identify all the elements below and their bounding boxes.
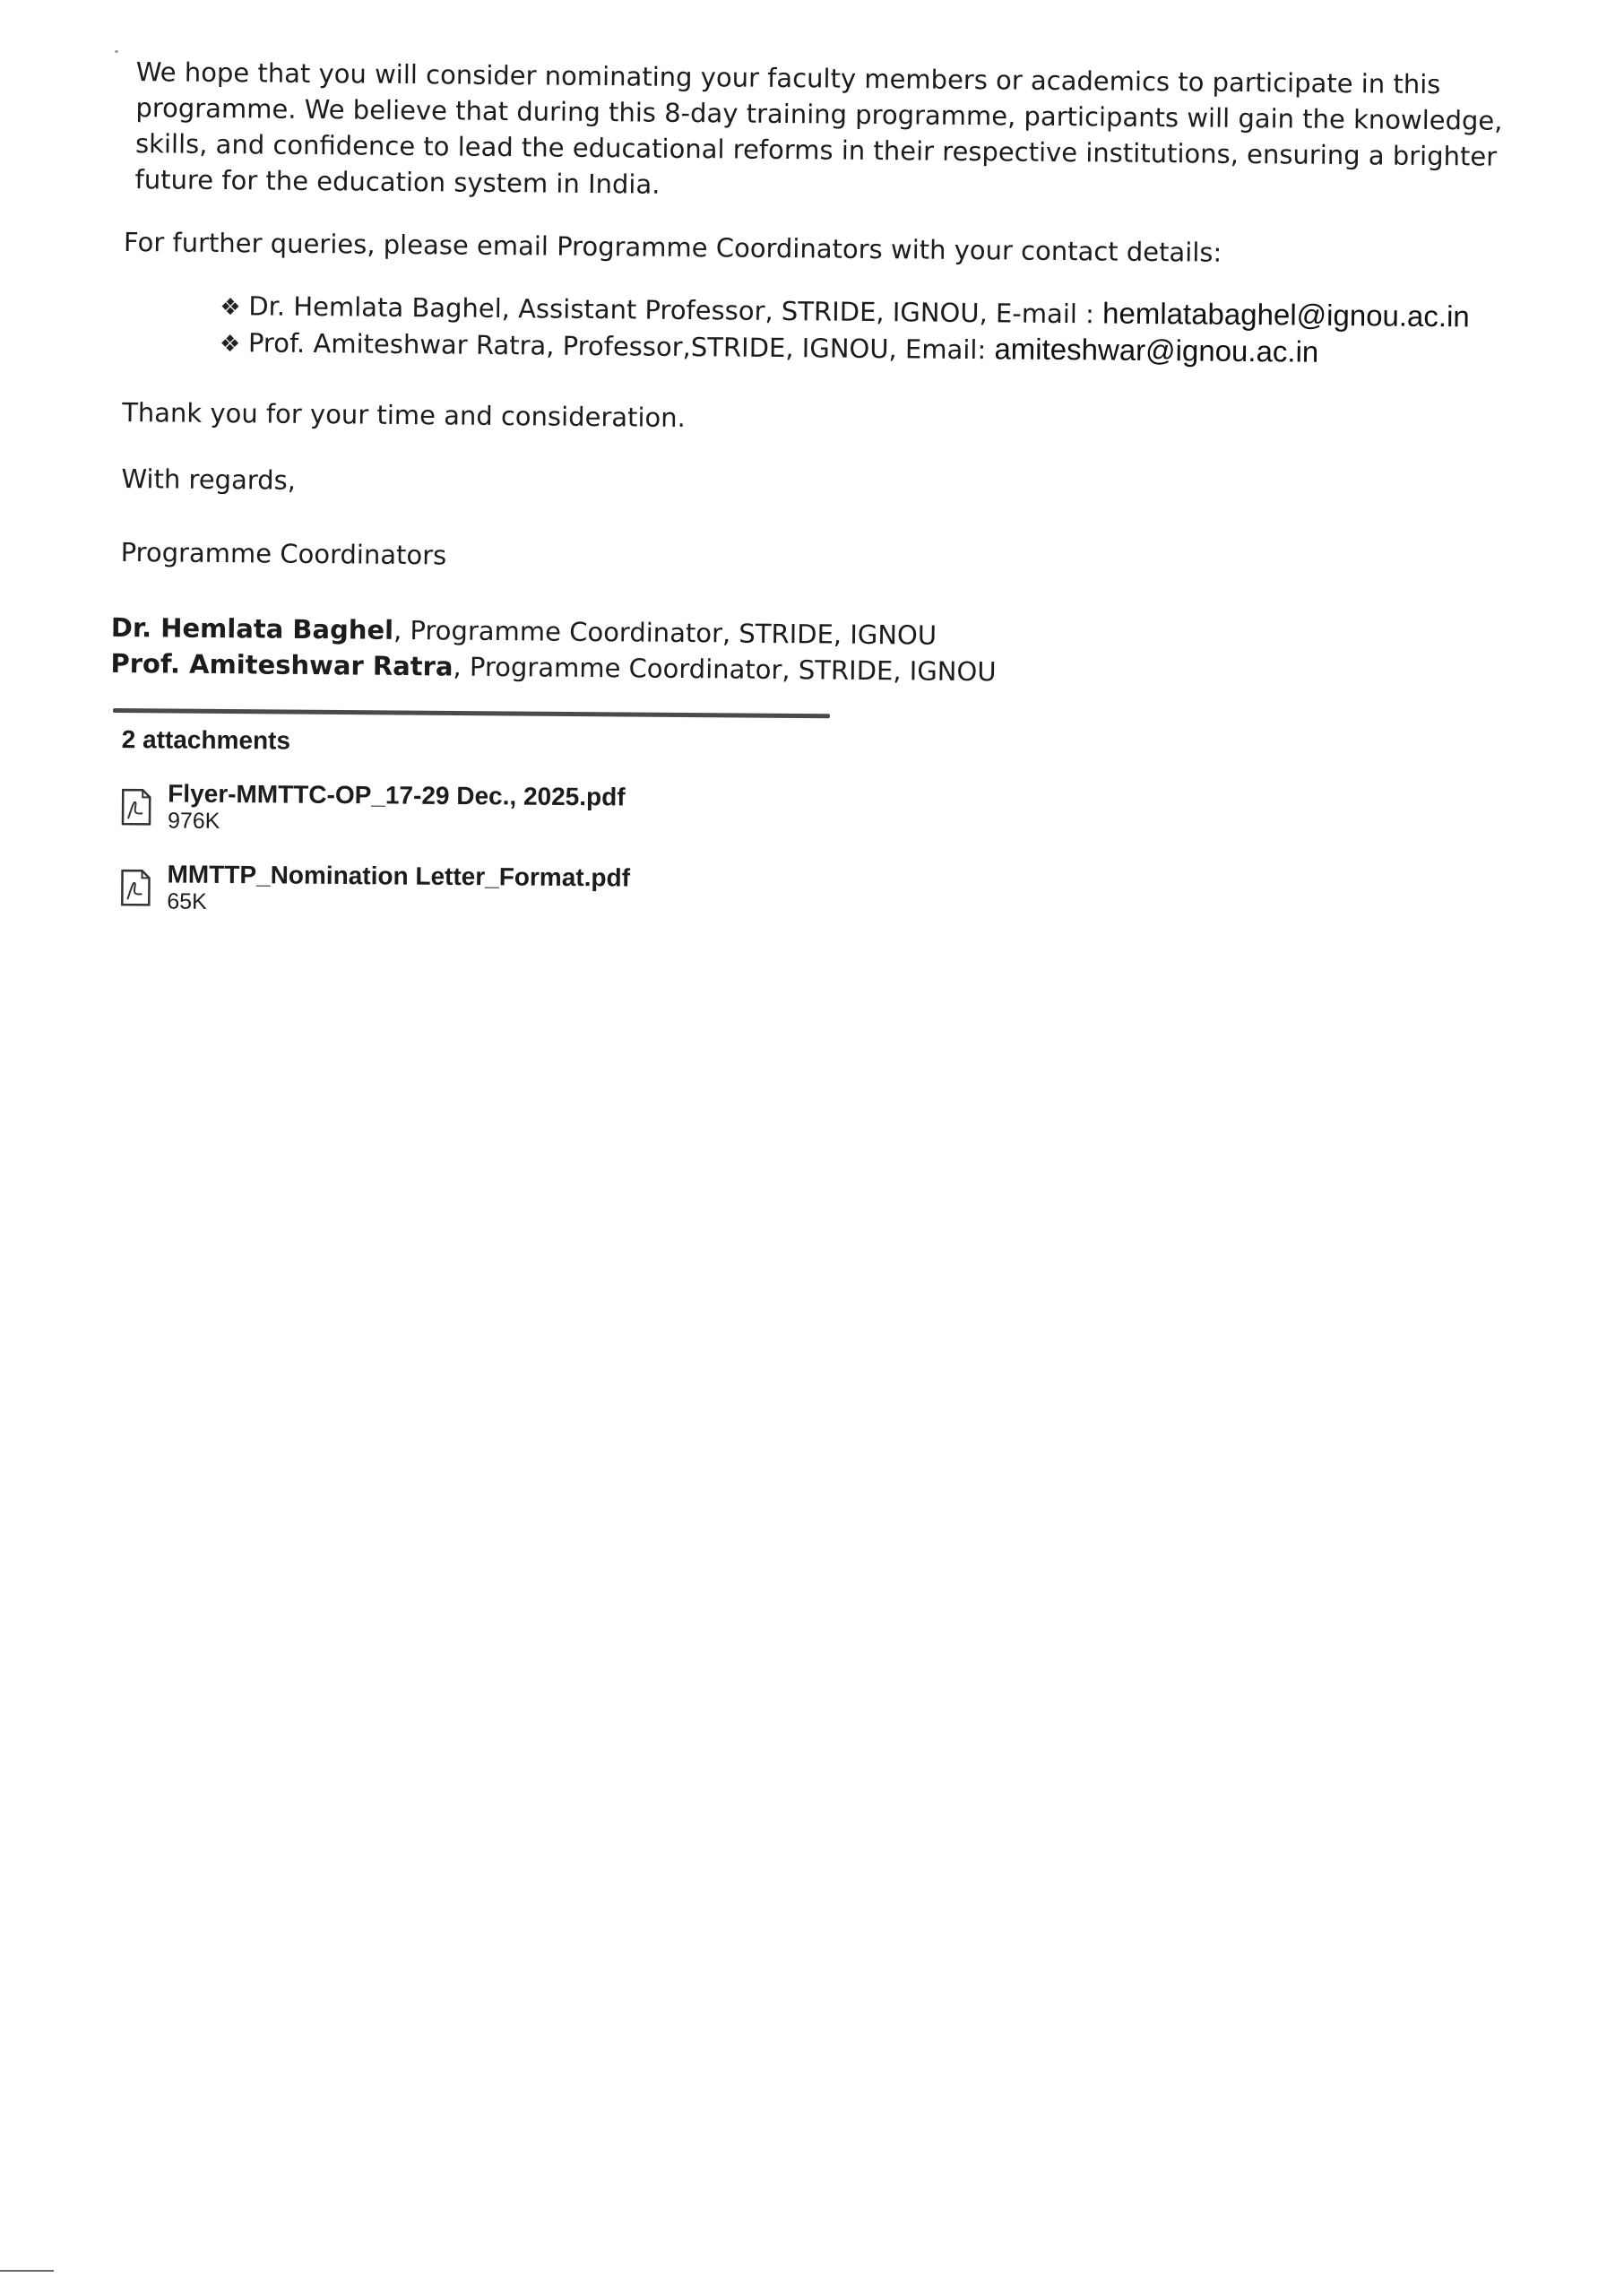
thanks-line: Thank you for your time and consideration. bbox=[121, 396, 687, 434]
attachment-item[interactable] bbox=[111, 860, 828, 922]
email-link[interactable]: hemlatabaghel@ignou.ac.in bbox=[1101, 296, 1470, 333]
diamond-bullet-icon: ❖ bbox=[219, 331, 241, 359]
contact-text: Dr. Hemlata Baghel, Assistant Professor, STRIDE, IGNOU, E-mail : bbox=[248, 290, 1103, 330]
attachment-size: 976K bbox=[167, 808, 220, 834]
queries-paragraph: For further queries, please email Programme Coordinators with your contact details: bbox=[123, 226, 1222, 268]
coordinator-role: , Programme Coordinator, STRIDE, IGNOU bbox=[453, 651, 997, 688]
pdf-file-icon bbox=[119, 788, 153, 826]
diamond-bullet-icon: ❖ bbox=[220, 294, 241, 322]
attachment-name[interactable]: MMTTP_Nomination Letter_Format.pdf bbox=[167, 860, 631, 892]
scan-edge-mark bbox=[0, 2270, 54, 2272]
attachment-name[interactable]: Flyer-MMTTC-OP_17-29 Dec., 2025.pdf bbox=[168, 779, 626, 811]
letter-body bbox=[110, 54, 1568, 695]
coordinator-name: Dr. Hemlata Baghel bbox=[110, 611, 394, 645]
coordinator-name: Prof. Amiteshwar Ratra bbox=[110, 647, 454, 682]
coordinators-title: Programme Coordinators bbox=[120, 536, 447, 571]
coordinator-role: , Programme Coordinator, STRIDE, IGNOU bbox=[393, 614, 937, 651]
pdf-file-icon bbox=[118, 869, 152, 906]
scan-speck bbox=[115, 50, 118, 53]
attachment-item[interactable] bbox=[112, 779, 829, 842]
attachments-divider bbox=[113, 708, 830, 718]
email-link[interactable]: amiteshwar@ignou.ac.in bbox=[994, 332, 1319, 368]
regards-line: With regards, bbox=[121, 463, 297, 496]
contact-list bbox=[123, 287, 1567, 374]
coordinator-list bbox=[110, 610, 1563, 696]
attachments-section bbox=[111, 708, 830, 922]
attachment-size: 65K bbox=[167, 888, 207, 914]
intro-paragraph: We hope that you will consider nominating your faculty members or academics to participate in this programme. We believe that during this 8-day training programme, participants will gain the knowledge, skills, and confidence to lead the educational reforms in their respective institutions, ensuring a brighter future for the education system in India. bbox=[134, 56, 1503, 200]
contact-text: Prof. Amiteshwar Ratra, Professor,STRIDE, IGNOU, Email: bbox=[247, 327, 995, 366]
attachments-count: 2 attachments bbox=[121, 725, 291, 755]
